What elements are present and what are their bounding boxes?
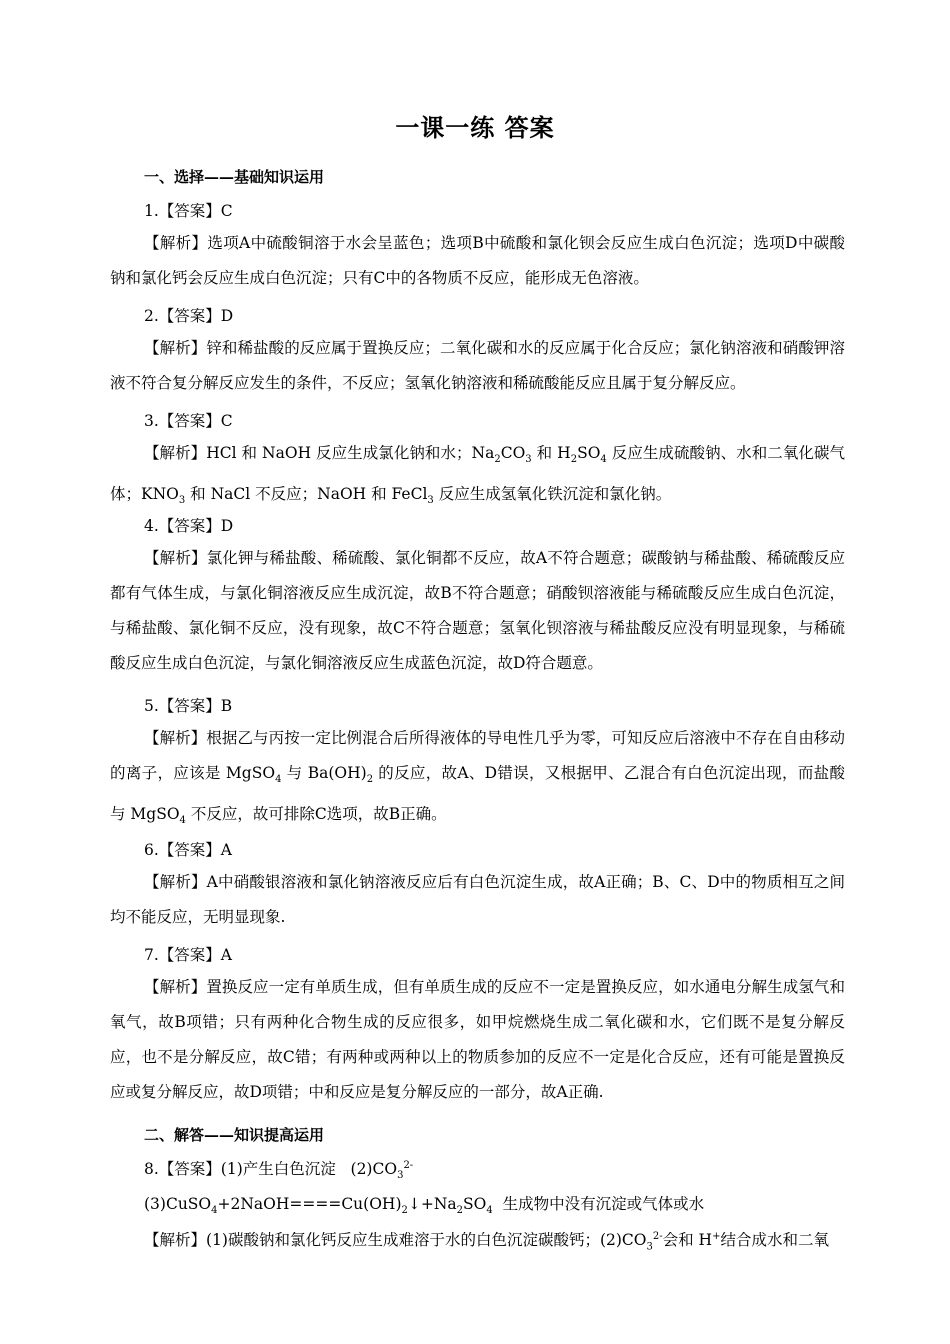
answer-1: 1.【答案】C	[144, 202, 233, 220]
explanation-1: 【解析】选项A中硫酸铜溶于水会呈蓝色；选项B中硫酸和氯化钡会反应生成白色沉淀；选项D中碳酸钠和氯化钙会反应生成白色沉淀；只有C中的各物质不反应，能形成无色溶液。	[110, 234, 845, 287]
section-heading-choice: 一、选择——基础知识运用	[144, 168, 325, 186]
page-title: 一课一练 答案	[395, 113, 555, 142]
explanation-7: 【解析】置换反应一定有单质生成，但有单质生成的反应不一定是置换反应，如水通电分解生成氢气和氧气，故B项错；只有两种化合物生成的反应很多，如甲烷燃烧生成二氧化碳和水，它们既不是复分解反应，也不是分解反应，故C错；有两种或两种以上的物质参加的反应不一定是化合反应，还有可能是置换反应或复分解反应，故D项错；中和反应是复分解反应的一部分，故A正确.	[110, 978, 845, 1101]
answer-6: 6.【答案】A	[144, 841, 232, 859]
explanation-6: 【解析】A中硝酸银溶液和氯化钠溶液反应后有白色沉淀生成，故A正确；B、C、D中的物质相互之间均不能反应，无明显现象.	[110, 873, 845, 926]
answer-5: 5.【答案】B	[144, 697, 233, 715]
explanation-2: 【解析】锌和稀盐酸的反应属于置换反应；二氧化碳和水的反应属于化合反应；氯化钠溶液和硝酸钾溶液不符合复分解反应发生的条件，不反应；氢氧化钠溶液和稀硫酸能反应且属于复分解反应。	[110, 339, 845, 392]
explanation-5: 【解析】根据乙与丙按一定比例混合后所得液体的导电性几乎为零，可知反应后溶液中不存在自由移动的离子，应该是 MgSO$_4$ 与 $Ba(OH)_2$ 的反应，故A、D错误，又根据甲、乙混合有白色沉淀出现，而盐酸与 MgSO$_4$ 不反应，故可排除C选项，故B正确。	[110, 729, 845, 827]
answer-2: 2.【答案】D	[144, 307, 234, 325]
explanation-4: 【解析】氯化钾与稀盐酸、稀硫酸、氯化铜都不反应，故A不符合题意；碳酸钠与稀盐酸、稀硫酸反应都有气体生成，与氯化铜溶液反应生成沉淀，故B不符合题意；硝酸钡溶液能与稀硫酸反应生成白色沉淀，与稀盐酸、氯化铜不反应，没有现象，故C不符合题意；氢氧化钡溶液与稀盐酸反应没有明显现象，与稀硫酸反应生成白色沉淀，与氯化铜溶液反应生成蓝色沉淀，故D符合题意。	[110, 549, 845, 672]
explanation-3: 【解析】HCl 和 NaOH 反应生成氯化钠和水；$Na_2CO_3$ 和 $H_2SO_4$ 反应生成硫酸钠、水和二氧化碳气体；$KNO_3$ 和 NaCl 不反应；NaOH 和 FeCl$_3$ 反应生成氢氧化铁沉淀和氯化钠。	[110, 444, 845, 507]
explanation-8: 【解析】(1)碳酸钠和氯化钙反应生成难溶于水的白色沉淀碳酸钙；$(2)CO_3^{2-}$会和 H+结合成水和二氧	[144, 1231, 829, 1253]
answer-4: 4.【答案】D	[144, 517, 234, 535]
answer-7: 7.【答案】A	[144, 946, 232, 964]
answer-8: 8.【答案】(1)产生白色沉淀 $(2)CO_3^{2-}$	[144, 1159, 414, 1182]
answer-3: 3.【答案】C	[144, 412, 233, 430]
answer-8-part3: $(3)CuSO_4+2NaOH====Cu(OH)_2↓+Na_2SO_4$ 生成物中没有沉淀或气体或水	[144, 1195, 705, 1217]
section-heading-solve: 二、解答——知识提高运用	[144, 1126, 325, 1144]
